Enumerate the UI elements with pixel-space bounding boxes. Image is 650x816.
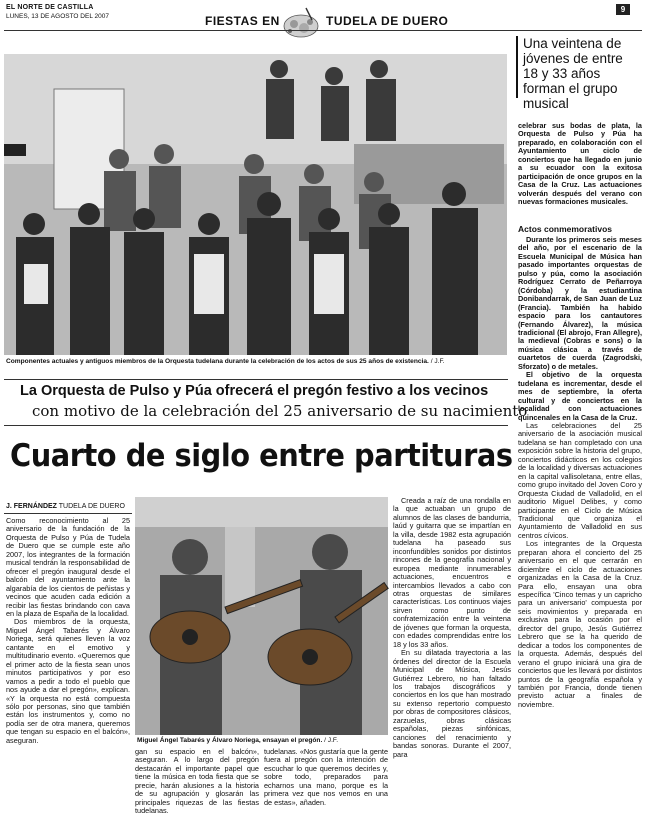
section-title-left: FIESTAS EN [205, 14, 280, 28]
rehearsal-photo [135, 497, 388, 735]
sidebar-title-bar [516, 36, 518, 98]
deck-rule-bottom [4, 425, 508, 426]
sidebar-lead [518, 122, 642, 232]
sidebar-para-4: Los integrantes de la Orquesta preparan ahora el concierto del 25 aniversario en el que cerrarán en diciembre el ciclo de actuaciones organizadas en la Casa de la Cruz. Para ello, ensayan una obra específica 'Cinco temas y un capricho para un aniversario' compuesta por seis movimientos y preparada en exclusiva para la ocasión por el director del grupo, Jesús Gutiérrez Lebrero que se la ha querido de dedicar a todos los componentes de la orquesta. Además, después del verano el grupo iniciará una gira de conciertos que les llevará por distintos puntos de la geografía española y también por Francia, donde tienen previsto actuar a finales de noviembre. [518, 539, 642, 709]
header-rule [4, 30, 642, 31]
sidebar-para-2: El objetivo de la orquesta tudelana es incrementar, desde el mes de septiembre, la oferta cultural y de conciertos en la localidad con actuaciones quincenales en la Casa de la Cruz. [518, 370, 642, 422]
body-col4-para-2: En su dilatada trayectoria a las órdenes del director de la Escuela Municipal de Música, Jesús Gutiérrez Lebrero, no han faltado los trabajos discográficos y conciertos en los que han mostrado su extenso repertorio compuesto por obras de compositores clásicos, zarzuelas, obras clásicas españolas, piezas sinfónicas, canciones del renacimiento y bandas sonoras. Durante el 2007, para [393, 648, 511, 759]
issue-date: LUNES, 13 DE AGOSTO DEL 2007 [6, 13, 109, 20]
top-photo-caption-text: Componentes actuales y antiguos miembros de la Orquesta tudelana durante la celebración de los actos de sus 25 años de existencia. [6, 358, 429, 365]
bottom-photo-caption [137, 737, 390, 745]
top-photo-credit: / J.F. [430, 358, 445, 365]
headline: Cuarto de siglo entre partituras [10, 438, 513, 474]
body-col4-para-1: Creada a raíz de una rondalla en la que actuaban un grupo de alumnos de las clases de bandurria, laúd y guitarra que se impartían en la villa, desde 1982 esta agrupación tudelana ha paseado sus inconfundibles sonidos por distintos rincones de la geografía nacional y europea mediante innumerables actuaciones, encuentros e intercambios llevados a cabo con otras orquestas de similares características. Los continuos viajes sirven como punto de confraternización entre la veintena de jóvenes que forman la orquesta, con edades comprendidas entre los 18 y los 33 años. [393, 496, 511, 649]
sidebar-subhead: Actos conmemorativos [518, 224, 612, 234]
byline [6, 503, 125, 510]
page-number: 9 [616, 4, 630, 15]
byline-author: J. FERNÁNDEZ [6, 503, 57, 510]
newspaper-name: EL NORTE DE CASTILLA [6, 4, 94, 11]
deck-line-2: con motivo de la celebración del 25 aniversario de su nacimiento [32, 402, 528, 420]
sidebar-body [518, 236, 642, 771]
sidebar-lead-text: celebrar sus bodas de plata, la Orquesta de Pulso y Púa ha preparado, en colaboración con el Ayuntamiento un ciclo de conciertos que ha llegado en junio a su ecuador con la exitosa participación de once grupos en la Casa de la Cruz. Las actuaciones volverán después del verano con nuevas formaciones musicales. [518, 121, 642, 207]
body-column-4 [393, 497, 511, 779]
sidebar-title: Una veintena de jóvenes de entre 18 y 33 años forman el grupo musical [523, 36, 623, 111]
group-photo [4, 54, 507, 355]
body-col1-para-2: Dos miembros de la orquesta, Miguel Ángel Tabarés y Álvaro Noriega, será quienes lleven la voz cantante en el emotivo y multitudinario evento. «Queremos que el primer acto de la fiesta sean unos minutos participativos y por eso vamos a pedir a todo el pueblo que nos ayude a dar el pregón», explican. «Y la orquesta no está compuesta sólo por personas, sino que también están los instrumentos y, como no podía ser de otra manera, queremos que tengan su espacio en el balcón», aseguran. [6, 617, 130, 745]
bottom-photo-caption-text: Miguel Ángel Tabarés y Álvaro Noriega, ensayan el pregón. [137, 737, 323, 744]
byline-rule [4, 513, 132, 514]
deck-rule-top [4, 379, 508, 380]
byline-place: TUDELA DE DUERO [58, 503, 125, 510]
fiestas-logo-icon [282, 4, 320, 40]
body-col1-para-1: Como reconocimiento al 25 aniversario de la fundación de la Orquesta de Pulso y Púa de Tudela de Duero que se cumple este año 2007, los integrantes de la formación musical tendrán la responsabilidad de ofrecer el pregón inaugural desde el balcón del ayuntamiento ante la algarabía de los cientos de peñistas y vecinos que acuden cada edición a recibir las fiestas brindando con cava en la plaza de España de la localidad. [6, 516, 130, 618]
sidebar-para-1: Durante los primeros seis meses del año, por el escenario de la Escuela Municipal de Música han pasado importantes orquestas de pulso y púa, como la asociación Rodríguez Cerrato de Peñarroya (Córdoba) y la estudiantina Donibandarrak, de San Juan de Luz (Francia). También ha habido espacio para los cantautores (Fernando Álvarez), la música tradicional (El abrojo, Fran Allegre), la medieval (Cobras e sons) o la música clásica a través de cuartetos de cuerda (Zagrodski, Sforzato) o de metales. [518, 235, 642, 371]
body-column-1 [6, 517, 130, 779]
bottom-photo-credit: / J.F. [324, 737, 339, 744]
top-photo-caption [6, 358, 511, 366]
body-column-3: tudelanas. «Nos gustaría que la gente fuera al pregón con la intención de escuchar lo que queremos decirles y, sobre todo, preparados para echarnos una mano, porque es la primera vez que nos vemos en una de estas», añaden. [264, 747, 388, 807]
deck-line-1: La Orquesta de Pulso y Púa ofrecerá el pregón festivo a los vecinos [20, 383, 489, 399]
sidebar-para-3: Las celebraciones del 25 aniversario de la asociación musical tudelana se han completado con una exposición sobre la historia del grupo, conciertos didácticos en los colegios de la localidad y diversas actuaciones en la capital vallisoletana, entre ellas, como grupo invitado del Joven Coro y Orquesta Ciudad de Valladolid, en el auditorio Miguel Delibes, y como participante en el Ciclo de Música Tradicional que organiza el Ayuntamiento de Valladolid en sus centros cívicos. [518, 420, 642, 540]
section-title-right: TUDELA DE DUERO [326, 14, 449, 28]
body-column-2: gan su espacio en el balcón», aseguran. A lo largo del pregón destacarán el importante papel que tiene la música en toda fiesta que se precie, harán alusiones a la historia de su agrupación y glosarán las principales riquezas de las fiestas tudelanas. [135, 747, 259, 816]
